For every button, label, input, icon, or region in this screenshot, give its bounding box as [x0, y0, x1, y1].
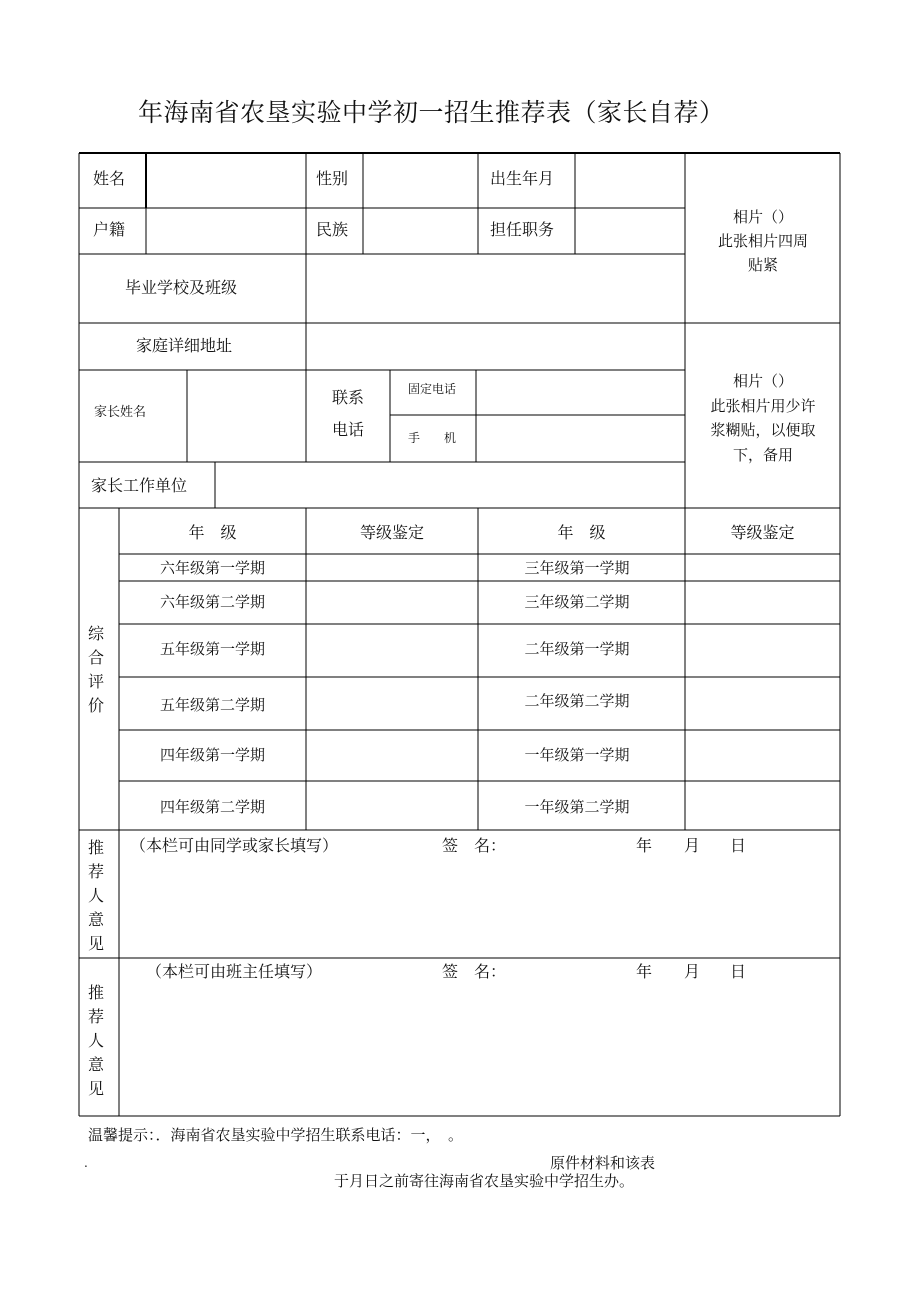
photo1-line2: 此张相片四周: [717, 232, 808, 250]
term-right-1: 三年级第一学期: [524, 559, 630, 577]
recommend1-sign-label: 签 名：: [442, 836, 507, 855]
hukou-label: 户籍: [93, 220, 126, 239]
recommend2-label: 推荐人意见: [87, 983, 104, 1098]
term-right-4: 二年级第二学期: [524, 692, 630, 710]
term-left-2: 六年级第二学期: [159, 593, 265, 611]
photo1-line3: 贴紧: [747, 256, 778, 274]
footer-line3: 于月日之前寄往海南省农垦实验中学招生办。: [334, 1172, 635, 1190]
photo2-line4: 下，备用: [732, 445, 793, 464]
recommend1-note: （本栏可由同学或家长填写）: [130, 836, 339, 855]
address-label: 家庭详细地址: [136, 336, 233, 355]
page-title: 年海南省农垦实验中学初一招生推荐表（家长自荐）: [138, 98, 725, 127]
position-label: 担任职务: [490, 220, 555, 239]
landline-label: 固定电话: [408, 382, 457, 396]
term-left-4: 五年级第二学期: [159, 696, 265, 714]
photo1-line1: 相片（）: [732, 208, 793, 226]
evaluation-label: 综合评价: [87, 624, 104, 715]
recommend1-label: 推荐人意见: [87, 838, 104, 953]
grade-header-left: 年 级: [188, 523, 237, 542]
recommend1-month: 月: [684, 836, 701, 855]
term-right-6: 一年级第二学期: [524, 798, 630, 816]
parent-work-label: 家长工作单位: [91, 476, 188, 495]
footer-line2: 原件材料和该表: [550, 1154, 656, 1172]
recommend2-sign-label: 签 名：: [442, 962, 507, 981]
photo-box-2: [686, 369, 840, 467]
term-left-6: 四年级第二学期: [159, 798, 265, 816]
photo-box-1: [686, 205, 840, 277]
term-left-1: 六年级第一学期: [159, 559, 265, 577]
photo2-line3: 浆糊贴，以便取: [710, 421, 816, 439]
term-left-5: 四年级第一学期: [159, 746, 265, 764]
recommend2-day: 日: [730, 962, 747, 981]
recommend2-month: 月: [684, 962, 701, 981]
recommend1-day: 日: [730, 836, 747, 855]
contact-label-line2: 电话: [332, 420, 365, 439]
term-right-5: 一年级第一学期: [524, 746, 630, 764]
photo2-line2: 此张相片用少许: [710, 396, 816, 415]
birth-label: 出生年月: [490, 169, 555, 188]
contact-label-line1: 联系: [332, 388, 365, 407]
school-label: 毕业学校及班级: [125, 278, 238, 297]
recommend2-year: 年: [636, 962, 653, 981]
parent-name-label: 家长姓名: [94, 405, 147, 420]
photo2-line1: 相片（）: [732, 372, 793, 390]
footer-tip: 温馨提示：．海南省农垦实验中学招生联系电话：一， 。: [88, 1126, 464, 1144]
ethnicity-label: 民族: [316, 220, 349, 239]
name-label: 姓名: [93, 169, 126, 188]
term-right-2: 三年级第二学期: [524, 593, 630, 611]
footer-dot: .: [84, 1156, 88, 1170]
recommend1-year: 年: [636, 836, 653, 855]
rating-header-left: 等级鉴定: [359, 523, 424, 542]
term-right-3: 二年级第一学期: [524, 640, 630, 658]
recommend2-note: （本栏可由班主任填写）: [146, 962, 323, 981]
mobile-label: 手 机: [408, 431, 457, 445]
gender-label: 性别: [316, 169, 349, 188]
grade-header-right: 年 级: [557, 523, 606, 542]
rating-header-right: 等级鉴定: [730, 523, 795, 542]
term-left-3: 五年级第一学期: [159, 640, 265, 658]
